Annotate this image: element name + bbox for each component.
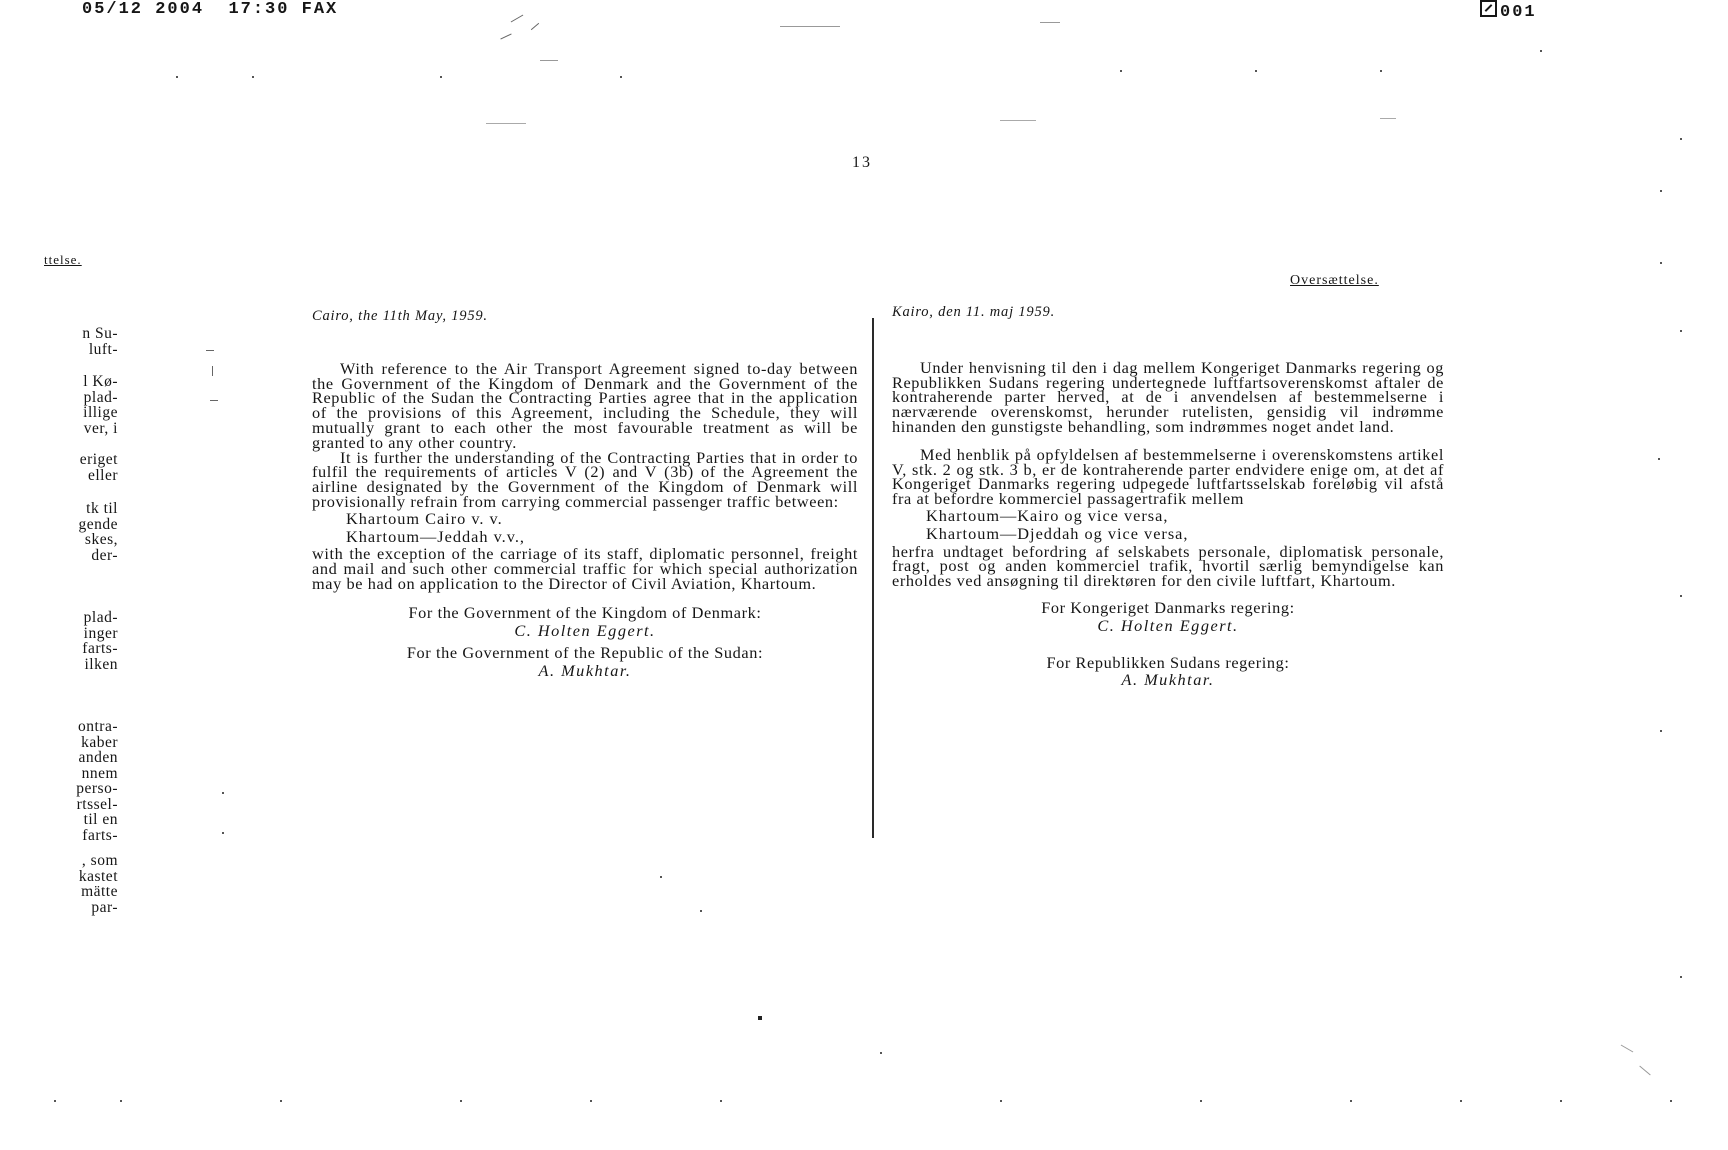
english-signatory-name: C. Holten Eggert. (514, 620, 656, 640)
fax-date: 05/12 2004 (82, 0, 205, 19)
english-date: Cairo, the 11th May, 1959. (312, 308, 488, 324)
translation-header: Oversættelse. (1290, 273, 1379, 288)
english-route: Khartoum Cairo v. v. (346, 508, 503, 528)
fax-page-indicator (1480, 0, 1537, 22)
fax-page-icon (1480, 0, 1497, 17)
danish-column (892, 305, 1444, 688)
danish-paragraph: Med henblik på opfyldelsen af bestemmelserne i overenskomstens artikel V, stk. 2 og stk. 3 b, er de kontraherende parter endvidere enige om, at det af Kongeriget Danmarks regering udpegede luftfartsselskab foreløbig vil afstå fra at befordre kommerciel passagertrafik mellem (892, 444, 1444, 509)
left-stub-text: , som kastet mätte par- (78, 852, 118, 916)
left-stub-text: plad- inger farts- ilken (82, 609, 118, 673)
fax-page-count: 001 (1500, 3, 1537, 22)
danish-signatory-label: For Republikken Sudans regering: (1046, 652, 1290, 672)
english-paragraph: With reference to the Air Transport Agreement signed to-day between the Government of the Kingdom of Denmark and the Government of the Republic of the Sudan the Contracting Parties agree that in the application of the provisions of this Agreement, including the Schedule, they will mutually grant to each other the most favourable treatment as will be granted to any other country. (312, 358, 858, 452)
english-paragraph: It is further the understanding of the Contracting Parties that in order to fulfil the requirements of articles V (2) and V (3b) of the Agreement the airline designated by the Government of the Kingdom of Denmark will provisionally refrain from carrying commercial passenger traffic between: (312, 447, 858, 511)
danish-signatory-name: C. Holten Eggert. (1097, 615, 1239, 635)
danish-paragraph: herfra undtaget befordring af selskabets personale, diplomatisk personale, fragt, post og anden kommerciel trafik, hvortil særlig bemyndigelse kan erholdes ved ansøgning til direktøren for den civile luftfart, Khartoum. (892, 541, 1444, 591)
danish-paragraph: Under henvisning til den i dag mellem Kongeriget Danmarks regering og Republikken Sudans regering undertegnede luftfartsoverenskomst aftaler de kontraherende parter herved, at de i anvendelsen af bestemmelserne i nærværende overenskomst, herunder rutelisten, gensidig vil indrømme hinanden den gunstigste behandling, som indrømmes noget andet land. (892, 357, 1444, 436)
danish-signatory-name: A. Mukhtar. (1121, 670, 1215, 690)
danish-route: Khartoum—Kairo og vice versa, (926, 505, 1169, 525)
left-stub-text: l Kø- plad- illige ver, i (83, 373, 118, 437)
english-route: Khartoum—Jeddah v.v., (346, 526, 525, 546)
fax-time: 17:30 (228, 0, 290, 19)
left-stub-text: ontra- kaber anden nnem perso- rtssel- til en farts- (76, 718, 118, 844)
page-number: 13 (852, 154, 872, 171)
fax-label: FAX (301, 0, 339, 19)
left-stub-text: n Su- luft- (82, 325, 118, 358)
english-signatory-label: For the Government of the Kingdom of Denmark: (408, 602, 762, 622)
left-stub-text: eriget eller (79, 451, 118, 484)
left-stub-header: ttelse. (44, 252, 82, 267)
english-column (312, 309, 858, 679)
danish-date: Kairo, den 11. maj 1959. (892, 304, 1055, 320)
danish-route: Khartoum—Djeddah og vice versa, (926, 523, 1189, 543)
fax-header (82, 0, 338, 19)
left-stub-text: tk til gende skes, der- (78, 500, 118, 564)
english-signatory-name: A. Mukhtar. (538, 661, 632, 681)
english-paragraph: with the exception of the carriage of its staff, diplomatic personnel, freight and mail and such other commercial traffic for which special authorization may be had on application to the Director of Civil Aviation, Khartoum. (312, 544, 858, 593)
column-divider (872, 318, 874, 838)
english-signatory-label: For the Government of the Republic of the Sudan: (406, 643, 764, 663)
danish-signatory-label: For Kongeriget Danmarks regering: (1041, 597, 1295, 617)
